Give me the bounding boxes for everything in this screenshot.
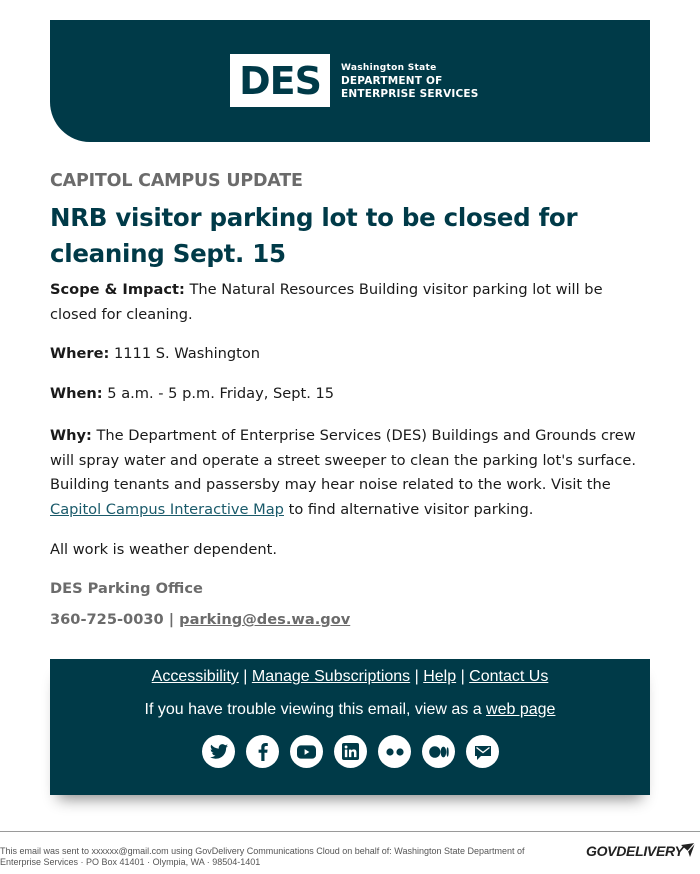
signature-separator: | xyxy=(163,611,180,628)
disclaimer-line1: This email was sent to xxxxxx@gmail.com using GovDelivery Communications Cloud on behalf of: Washington State Department of xyxy=(0,846,525,856)
footer-links: Accessibility | Manage Subscriptions | Help | Contact Us xyxy=(151,668,549,685)
org-name xyxy=(341,62,479,101)
signature-phone: 360-725-0030 xyxy=(50,611,164,628)
flickr-icon[interactable] xyxy=(378,735,411,768)
facebook-icon[interactable] xyxy=(246,735,279,768)
linkedin-icon[interactable] xyxy=(334,735,367,768)
govdelivery-mark-icon xyxy=(680,842,696,858)
web-view-text: If you have trouble viewing this email, view as a xyxy=(144,701,487,718)
why-after-text: to find alternative visitor parking. xyxy=(283,500,534,518)
org-name-line1: Washington State xyxy=(341,63,437,73)
interactive-map-link[interactable]: Capitol Campus Interactive Map xyxy=(50,500,284,518)
signature-email-link[interactable]: parking@des.wa.gov xyxy=(179,611,351,628)
email-header-banner xyxy=(50,20,650,142)
when-label: When: xyxy=(50,385,103,402)
help-link[interactable]: Help xyxy=(423,668,457,685)
youtube-icon[interactable] xyxy=(290,735,323,768)
disclaimer-line2: Enterprise Services · PO Box 41401 · Olympia, WA · 98504-1401 xyxy=(0,857,261,867)
web-view-line xyxy=(50,701,650,719)
article-kicker: CAPITOL CAMPUS UPDATE xyxy=(50,171,303,191)
weather-note: All work is weather dependent. xyxy=(50,541,278,558)
email-footer xyxy=(50,659,650,795)
when-paragraph xyxy=(50,382,650,407)
medium-icon[interactable] xyxy=(422,735,455,768)
why-paragraph xyxy=(50,424,650,522)
signature-contact xyxy=(50,611,350,628)
why-label: Why: xyxy=(50,427,92,444)
des-logo-letters: DES xyxy=(239,58,321,103)
where-paragraph xyxy=(50,342,650,367)
where-text: 1111 S. Washington xyxy=(109,345,261,362)
des-logo xyxy=(230,54,330,107)
signature-office: DES Parking Office xyxy=(50,580,203,597)
org-name-line2: DEPARTMENT OF xyxy=(341,75,443,87)
why-text: The Department of Enterprise Services (DES) Buildings and Grounds crew will spray water and operate a street sweeper to clean the parking lot's surface. Building tenants and passersby may hear noise related to the work. Visit the xyxy=(50,427,637,493)
scope-label: Scope & Impact: xyxy=(50,281,185,298)
manage-subscriptions-link[interactable]: Manage Subscriptions xyxy=(251,668,411,685)
govdelivery-logo[interactable]: GOVDELIVERY xyxy=(586,843,684,859)
accessibility-link[interactable]: Accessibility xyxy=(151,668,239,685)
twitter-icon[interactable] xyxy=(202,735,235,768)
disclaimer-text xyxy=(0,846,590,868)
contact-us-link[interactable]: Contact Us xyxy=(469,668,549,685)
email-icon[interactable] xyxy=(466,735,499,768)
web-page-link[interactable]: web page xyxy=(486,701,556,718)
article-headline: NRB visitor parking lot to be closed for cleaning Sept. 15 xyxy=(50,203,578,268)
scope-text: The Natural Resources Building visitor parking lot will be closed for cleaning. xyxy=(50,281,603,323)
social-icons-row xyxy=(202,735,499,768)
where-label: Where: xyxy=(50,345,110,362)
scope-paragraph xyxy=(50,278,650,327)
org-name-line3: ENTERPRISE SERVICES xyxy=(341,88,479,100)
footer-divider xyxy=(0,831,700,832)
when-text: 5 a.m. - 5 p.m. Friday, Sept. 15 xyxy=(102,385,335,402)
